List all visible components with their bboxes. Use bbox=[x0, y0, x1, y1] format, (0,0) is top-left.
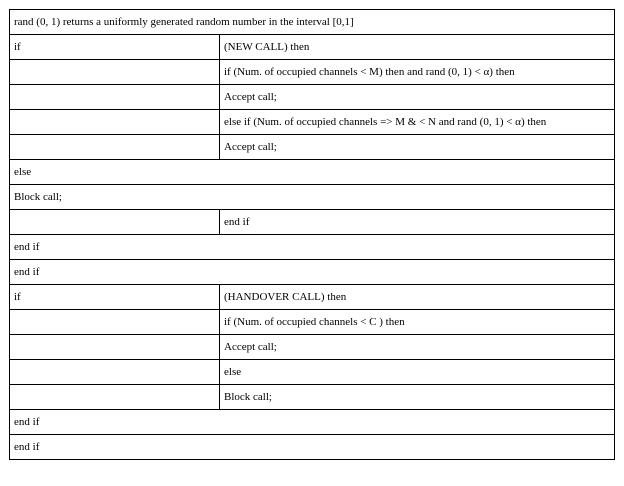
table-cell: end if bbox=[10, 435, 615, 460]
table-cell: end if bbox=[10, 235, 615, 260]
table-cell: else bbox=[10, 160, 615, 185]
table-row bbox=[10, 385, 615, 410]
table-row bbox=[10, 35, 615, 60]
table-cell: if (Num. of occupied channels < C ) then bbox=[220, 310, 615, 335]
table-cell: if (Num. of occupied channels < M) then and rand (0, 1) < α) then bbox=[220, 60, 615, 85]
table-cell: end if bbox=[10, 260, 615, 285]
table-cell: else bbox=[220, 360, 615, 385]
table-row bbox=[10, 310, 615, 335]
table-cell bbox=[10, 60, 220, 85]
table-cell bbox=[10, 310, 220, 335]
table-row bbox=[10, 435, 615, 460]
table-cell bbox=[10, 335, 220, 360]
table-row bbox=[10, 60, 615, 85]
algorithm-table bbox=[9, 9, 615, 460]
table-row bbox=[10, 10, 615, 35]
table-cell: rand (0, 1) returns a uniformly generated random number in the interval [0,1] bbox=[10, 10, 615, 35]
table-cell: (HANDOVER CALL) then bbox=[220, 285, 615, 310]
table-row bbox=[10, 160, 615, 185]
table-row bbox=[10, 135, 615, 160]
table-row bbox=[10, 85, 615, 110]
table-row bbox=[10, 335, 615, 360]
table-row bbox=[10, 285, 615, 310]
table-cell bbox=[10, 135, 220, 160]
table-row bbox=[10, 235, 615, 260]
table-cell bbox=[10, 85, 220, 110]
table-row bbox=[10, 360, 615, 385]
table-cell: Accept call; bbox=[220, 335, 615, 360]
table-row bbox=[10, 185, 615, 210]
table-row bbox=[10, 260, 615, 285]
table-cell: if bbox=[10, 285, 220, 310]
table-row bbox=[10, 210, 615, 235]
table-cell bbox=[10, 210, 220, 235]
table-cell: if bbox=[10, 35, 220, 60]
table-cell: Accept call; bbox=[220, 135, 615, 160]
table-cell: (NEW CALL) then bbox=[220, 35, 615, 60]
table-cell: Block call; bbox=[220, 385, 615, 410]
table-cell bbox=[10, 385, 220, 410]
table-cell bbox=[10, 110, 220, 135]
table-cell: end if bbox=[220, 210, 615, 235]
table-cell: Block call; bbox=[10, 185, 615, 210]
table-cell: end if bbox=[10, 410, 615, 435]
table-cell bbox=[10, 360, 220, 385]
table-row bbox=[10, 410, 615, 435]
table-cell: else if (Num. of occupied channels => M & < N and rand (0, 1) < α) then bbox=[220, 110, 615, 135]
table-row bbox=[10, 110, 615, 135]
table-cell: Accept call; bbox=[220, 85, 615, 110]
